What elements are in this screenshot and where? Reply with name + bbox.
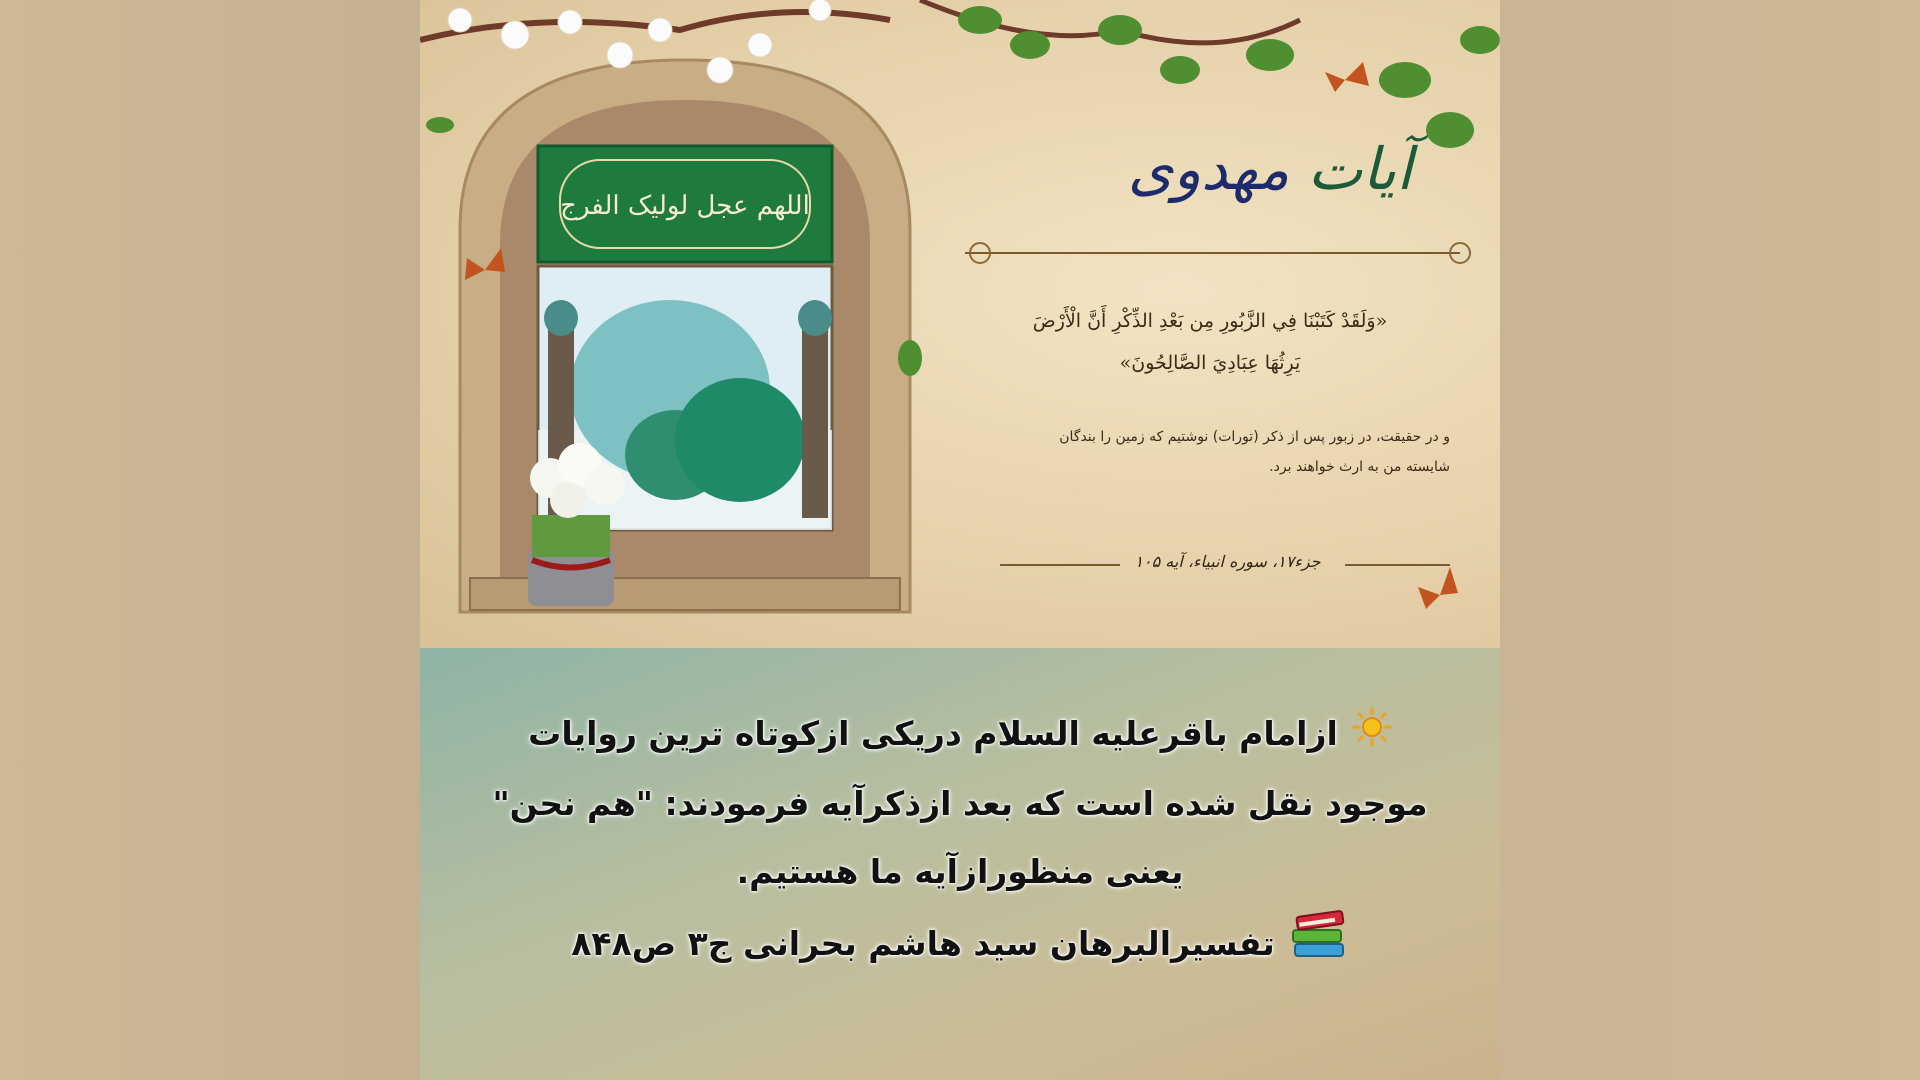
title-part-mahdavi: مهدوی (1127, 135, 1290, 203)
poster-image (420, 0, 1500, 648)
reference-rule-right (1345, 564, 1450, 566)
video-frame (420, 0, 1500, 1080)
verse-line: «وَلَقَدْ كَتَبْنَا فِي الزَّبُورِ مِن بَعْدِ الذِّكْرِ أَنَّ الْأَرْضَ (1032, 310, 1388, 332)
caption-text-4: تفسیرالبرهان سید هاشم بحرانی ج۳ ص۸۴۸ (571, 923, 1275, 963)
verse-reference (1000, 550, 1450, 580)
caption-line-1 (480, 700, 1440, 770)
translation-line: شایسته من به ارث خواهند برد. (1269, 459, 1450, 475)
small-dome-right (675, 378, 805, 502)
verse-translation (1010, 422, 1450, 482)
minaret-right (802, 318, 828, 518)
poster-title (1080, 135, 1460, 255)
banner-calligraphy: اللهم عجل لولیک الفرج (560, 191, 810, 221)
hadith-caption (480, 700, 1440, 985)
reference-rule-left (1000, 564, 1120, 566)
sun-emoji-icon (1352, 702, 1392, 770)
caption-line-2: موجود نقل شده است که بعد ازذکرآیه فرمودند: "هم نحن" (492, 783, 1428, 823)
caption-text-1: ازامام باقرعلیه السلام دریکی ازکوتاه ترین روایات (528, 714, 1338, 753)
books-emoji-icon (1289, 906, 1349, 985)
verse-line: يَرِثُهَا عِبَادِيَ الصَّالِحُونَ» (1119, 352, 1301, 374)
quran-verse (980, 300, 1440, 384)
butterfly-icon (1325, 62, 1369, 92)
translation-line: و در حقیقت، در زبور پس از ذکر (تورات) نوشتیم که زمین را بندگان (1059, 429, 1450, 445)
reference-text: جزء۱۷، سوره انبیاء، آیه ۱۰۵ (1134, 552, 1321, 571)
title-part-ayat: آیات (1307, 135, 1413, 203)
caption-line-3: یعنی منظورازآیه ما هستیم. (736, 851, 1184, 891)
caption-line-4 (480, 906, 1440, 985)
